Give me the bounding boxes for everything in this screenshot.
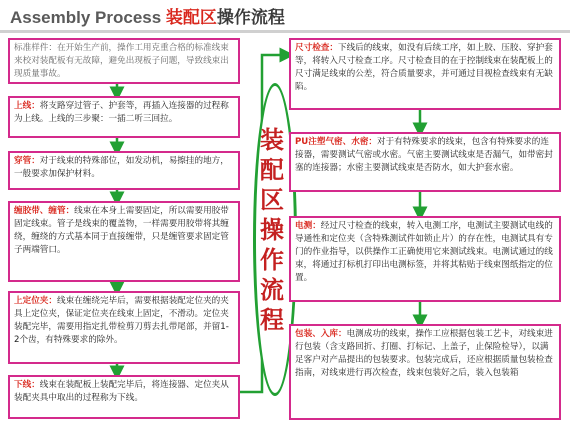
step-offline bbox=[8, 375, 240, 419]
step-online-label: 上线： bbox=[14, 101, 40, 111]
step-size-check-text: 下线后的线束，如没有后续工序，如上胶、压胶、穿护套等，将转入尺寸检查工序。尺寸检查目的在于控制线束在装配板上的尺寸满足线束的公差，符合质量要求，并可通过目视检查线束有无缺陷。 bbox=[295, 43, 553, 92]
step-size-check-label: 尺寸检查： bbox=[295, 43, 338, 53]
step-threading bbox=[8, 151, 240, 190]
step-packaging-text: 电测成功的线束，操作工应根据包装工艺卡，对线束进行包装（含支路回折、打圈、打标记、上盖子，止保险检导），以满足客户对产品提出的包装要求。包装完成后，还应根据质量包装检查指南，对线束进行再次检查，线束包装好之后，装入包装箱 bbox=[295, 329, 553, 378]
step-threading-label: 穿管： bbox=[14, 156, 40, 166]
title-rest: 操作流程 bbox=[216, 8, 285, 28]
title-highlight: 装配区 bbox=[165, 8, 217, 28]
step-airtight-watertight-text: 对于有特殊要求的线束，包含有特殊要求的连接器，需要测试气密或水密。气密主要测试线束是否漏气，如带密封塞的连接器；水密主要测试线束是否防水，如大护套水密。 bbox=[295, 137, 553, 173]
center-label: 装配区操作流程 bbox=[260, 125, 284, 334]
step-online-text: 将支路穿过管子、护套等，再插入连接器的过程称为上线。上线的三步聚：一插二听三回拉。 bbox=[14, 101, 229, 124]
step-clip-positioning-label: 上定位夹： bbox=[14, 296, 57, 306]
step-offline-label: 下线： bbox=[14, 380, 40, 390]
step-standard-sample bbox=[8, 38, 240, 84]
step-packaging bbox=[289, 324, 561, 420]
step-offline-text: 线束在装配板上装配完毕后，将连接器、定位夹从装配夹具中取出的过程称为下线。 bbox=[14, 380, 229, 403]
step-clip-positioning-text: 线束在缠绕完毕后，需要根据装配定位夹的夹具上定位夹，保证定位夹在线束上固定，不滑动。定位夹装配完毕，需要用指定扎带检剪刀剪去扎带尾部，并留1-2个齿，有特殊要求的除外。 bbox=[14, 296, 229, 345]
step-airtight-watertight bbox=[289, 132, 561, 192]
step-standard-sample-text: 标准样件：在开始生产前，操作工用克重合格的标准线束来校对装配板有无故障，避免出现板子问题，导致线束出现质量事故。 bbox=[14, 43, 229, 79]
step-clip-positioning bbox=[8, 291, 240, 364]
step-online bbox=[8, 96, 240, 138]
step-airtight-watertight-label: PU注塑气密、水密： bbox=[295, 137, 378, 147]
step-threading-text: 对于线束的特殊部位，如发动机，易擦挂的地方，一般要求加保护材料。 bbox=[14, 156, 229, 179]
step-taping-text: 线束在本身上需要固定，所以需要用胶带固定线束。管子是线束的覆盖物，一样需要用胶带将其缠绕，缠绕的方式基本同于直接缠带，只是缠管要求固定管子两端管口。 bbox=[14, 206, 229, 255]
step-size-check bbox=[289, 38, 561, 110]
step-packaging-label: 包装、入库： bbox=[295, 329, 347, 339]
step-electrical-test bbox=[289, 216, 561, 302]
title-english: Assembly Process bbox=[10, 8, 166, 27]
step-taping bbox=[8, 201, 240, 282]
step-taping-label: 缠胶带、缠管： bbox=[14, 206, 75, 216]
step-electrical-test-label: 电测： bbox=[295, 221, 321, 231]
step-electrical-test-text: 经过尺寸检查的线束，转入电测工序，电测试主要测试电线的导通性和定位夹（含特殊测试件如锁止片）的存在性，电测试具有专门的作业指导，以供操作工正确使用它来测试线束。电测试通过的线束，将通过打标机打印出电测标签，并将其粘贴于线束图纸指定的位置。 bbox=[295, 221, 553, 283]
